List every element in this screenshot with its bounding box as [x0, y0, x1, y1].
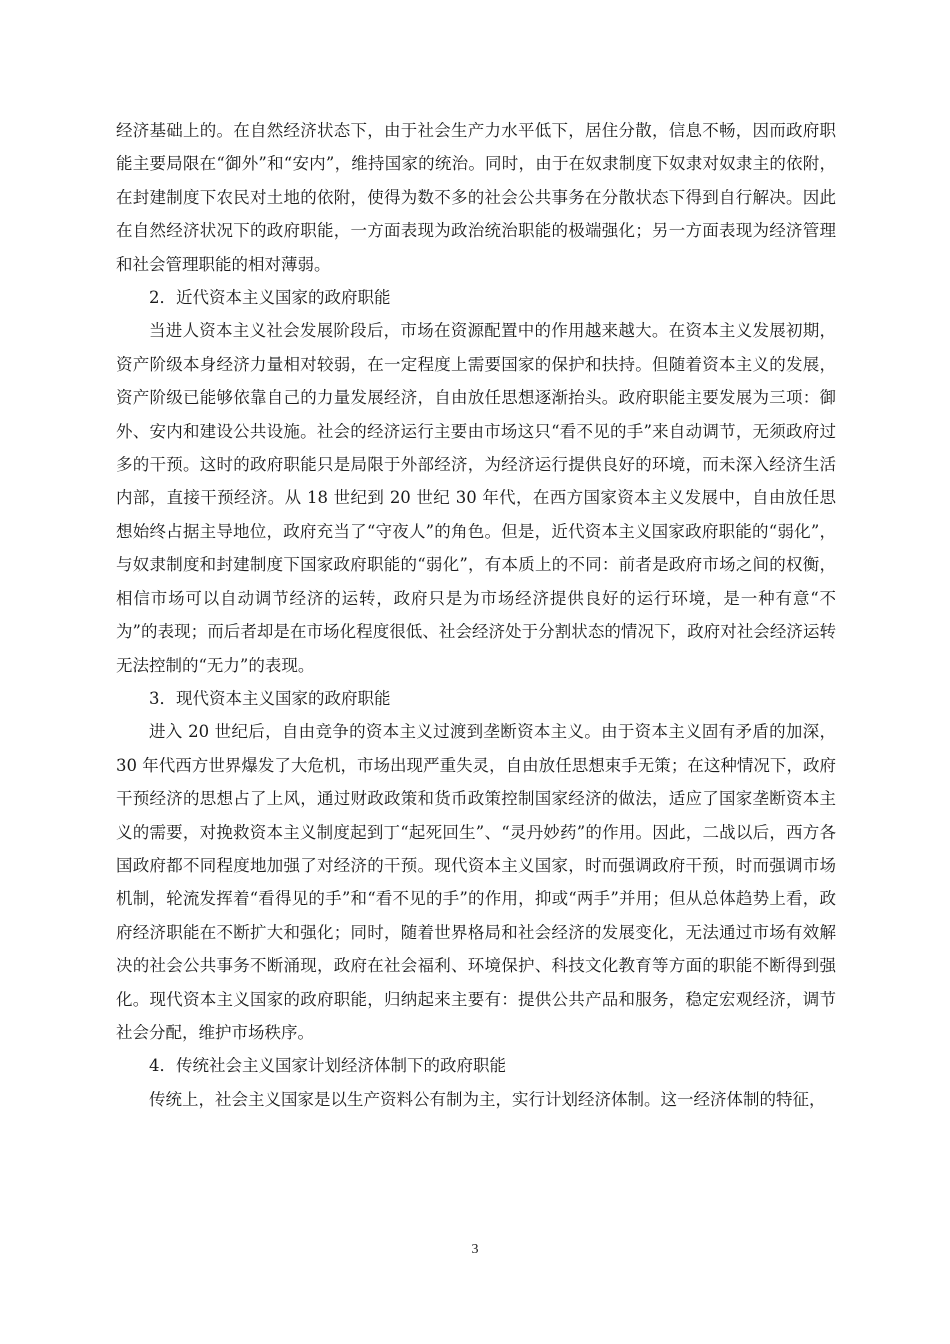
page-number: 3 — [471, 1242, 479, 1257]
paragraph-continuation: 经济基础上的。在自然经济状态下，由于社会生产力水平低下，居住分散，信息不畅，因而政府职能主要局限在“御外”和“安内”，维持国家的统治。同时，由于在奴隶制度下奴隶对奴隶主的依附，在封建制度下农民对土地的依附，使得为数不多的社会公共事务在分散状态下得到自行解决。因此在自然经济状况下的政府职能，一方面表现为政治统治职能的极端强化；另一方面表现为经济管理和社会管理职能的相对薄弱。 — [116, 121, 836, 274]
paragraph-modern-capitalism: 进入 20 世纪后，自由竞争的资本主义过渡到垄断资本主义。由于资本主义固有矛盾的加深，30 年代西方世界爆发了大危机，市场出现严重失灵，自由放任思想束手无策；在这种情况下，政府干预经济的思想占了上风，通过财政政策和货币政策控制国家经济的做法，适应了国家垄断资本主义的需要，对挽救资本主义制度起到丁“起死回生”、“灵丹妙药”的作用。因此，二战以后，西方各国政府都不同程度地加强了对经济的干预。现代资本主义国家，时而强调政府干预，时而强调市场机制，轮流发挥着“看得见的手”和“看不见的手”的作用，抑或“两手”并用；但从总体趋势上看，政府经济职能在不断扩大和强化；同时，随着世界格局和社会经济的发展变化，无法通过市场有效解决的社会公共事务不断涌现，政府在社会福利、环境保护、科技文化教育等方面的职能不断得到强化。现代资本主义国家的政府职能，归纳起来主要有：提供公共产品和服务，稳定宏观经济，调节社会分配，维护市场秩序。 — [116, 722, 836, 1042]
section-heading-4: 4．传统社会主义国家计划经济体制下的政府职能 — [149, 1056, 506, 1076]
section-heading-3: 3．现代资本主义国家的政府职能 — [149, 688, 391, 708]
body-text — [116, 114, 836, 1116]
section-heading-2: 2．近代资本主义国家的政府职能 — [149, 288, 391, 308]
paragraph-socialist-planned-economy: 传统上，社会主义国家是以生产资料公有制为主，实行计划经济体制。这一经济体制的特征， — [149, 1089, 826, 1109]
paragraph-modern-early-capitalism: 当进人资本主义社会发展阶段后，市场在资源配置中的作用越来越大。在资本主义发展初期，资产阶级本身经济力量相对较弱，在一定程度上需要国家的保护和扶持。但随着资本主义的发展，资产阶级已能够依靠自己的力量发展经济，自由放任思想逐渐抬头。政府职能主要发展为三项：御外、安内和建设公共设施。社会的经济运行主要由市场这只“看不见的手”来自动调节，无须政府过多的干预。这时的政府职能只是局限于外部经济，为经济运行提供良好的环境，而未深入经济生活内部，直接干预经济。从 18 世纪到 20 世纪 30 年代，在西方国家资本主义发展中，自由放任思想始终占据主导地位，政府充当了“守夜人”的角色。但是，近代资本主义国家政府职能的“弱化”，与奴隶制度和封建制度下国家政府职能的“弱化”，有本质上的不同：前者是政府市场之间的权衡，相信市场可以自动调节经济的运转，政府只是为市场经济提供良好的运行环境，是一种有意“不为”的表现；而后者却是在市场化程度很低、社会经济处于分割状态的情况下，政府对社会经济运转无法控制的“无力”的表现。 — [116, 321, 836, 675]
